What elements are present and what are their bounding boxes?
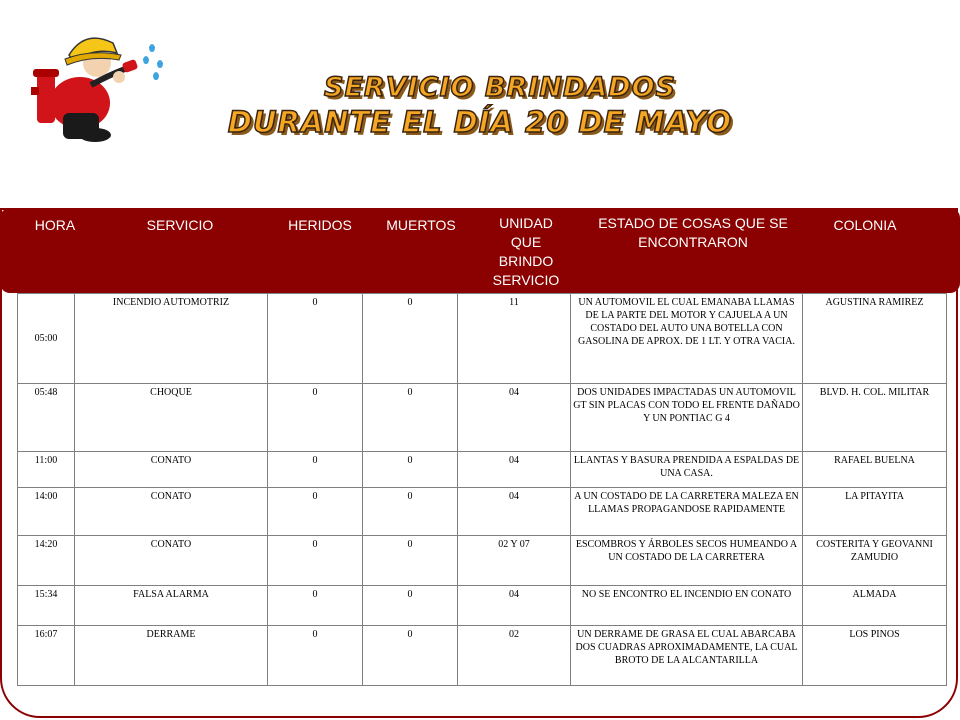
cell-muertos: 0 (363, 536, 458, 586)
cell-muertos: 0 (363, 488, 458, 536)
table-row (18, 586, 947, 626)
cell-colonia: RAFAEL BUELNA (803, 452, 947, 488)
cell-muertos: 0 (363, 384, 458, 452)
cell-colonia: LA PITAYITA (803, 488, 947, 536)
cell-colonia: LOS PINOS (803, 626, 947, 686)
column-header-muertos: MUERTOS (386, 217, 456, 233)
cell-muertos: 0 (363, 586, 458, 626)
services-table (17, 293, 947, 686)
cell-colonia: BLVD. H. COL. MILITAR (803, 384, 947, 452)
cell-muertos: 0 (363, 294, 458, 384)
cell-hora: 14:00 (18, 488, 75, 536)
cell-hora: 05:00 (18, 294, 75, 384)
table-header (0, 208, 960, 293)
cell-colonia: ALMADA (803, 586, 947, 626)
cell-unidad: 04 (458, 384, 571, 452)
cell-hora: 14:20 (18, 536, 75, 586)
column-header-unidad: UNIDAD QUE BRINDO SERVICIO (492, 215, 560, 288)
column-header-hora: HORA (34, 217, 76, 233)
table-row (18, 294, 947, 384)
cell-heridos: 0 (268, 626, 363, 686)
cell-heridos: 0 (268, 384, 363, 452)
cell-servicio: INCENDIO AUTOMOTRIZ (75, 294, 268, 384)
cell-servicio: FALSA ALARMA (75, 586, 268, 626)
cell-heridos: 0 (268, 452, 363, 488)
cell-heridos: 0 (268, 586, 363, 626)
cell-servicio: CONATO (75, 488, 268, 536)
cell-unidad: 11 (458, 294, 571, 384)
cell-muertos: 0 (363, 626, 458, 686)
column-header-heridos: HERIDOS (288, 217, 352, 233)
table-row (18, 488, 947, 536)
cell-heridos: 0 (268, 536, 363, 586)
cell-estado: LLANTAS Y BASURA PRENDIDA A ESPALDAS DE UNA CASA. (571, 452, 803, 488)
column-header-estado: ESTADO DE COSAS QUE SE ENCONTRARON (598, 215, 788, 250)
cell-estado: NO SE ENCONTRO EL INCENDIO EN CONATO (571, 586, 803, 626)
cell-estado: UN AUTOMOVIL EL CUAL EMANABA LLAMAS DE LA PARTE DEL MOTOR Y CAJUELA A UN COSTADO DEL AUTO UNA BOTELLA CON GASOLINA DE APROX. DE 1 LT. Y OTRA VACIA. (571, 294, 803, 384)
cell-heridos: 0 (268, 488, 363, 536)
cell-unidad: 04 (458, 586, 571, 626)
cell-unidad: 02 (458, 626, 571, 686)
cell-hora: 11:00 (18, 452, 75, 488)
cell-colonia: COSTERITA Y GEOVANNI ZAMUDIO (803, 536, 947, 586)
cell-unidad: 02 Y 07 (458, 536, 571, 586)
cell-estado: ESCOMBROS Y ÁRBOLES SECOS HUMEANDO A UN COSTADO DE LA CARRETERA (571, 536, 803, 586)
page-subtitle: DURANTE EL DÍA 20 DE MAYO (227, 105, 733, 139)
cell-estado: DOS UNIDADES IMPACTADAS UN AUTOMOVIL GT SIN PLACAS CON TODO EL FRENTE DAÑADO Y UN PONTIAC G 4 (571, 384, 803, 452)
cell-heridos: 0 (268, 294, 363, 384)
cell-unidad: 04 (458, 452, 571, 488)
cell-hora: 16:07 (18, 626, 75, 686)
cell-servicio: CONATO (75, 452, 268, 488)
column-header-colonia: COLONIA (833, 217, 897, 233)
table-row (18, 626, 947, 686)
cell-servicio: CHOQUE (75, 384, 268, 452)
cell-servicio: CONATO (75, 536, 268, 586)
cell-colonia: AGUSTINA RAMIREZ (803, 294, 947, 384)
page-title: SERVICIO BRINDADOS (324, 72, 676, 103)
cell-unidad: 04 (458, 488, 571, 536)
table-row (18, 384, 947, 452)
cell-hora: 05:48 (18, 384, 75, 452)
cell-servicio: DERRAME (75, 626, 268, 686)
cell-estado: A UN COSTADO DE LA CARRETERA MALEZA EN LLAMAS PROPAGANDOSE RAPIDAMENTE (571, 488, 803, 536)
cell-muertos: 0 (363, 452, 458, 488)
cell-hora: 15:34 (18, 586, 75, 626)
column-header-servicio: SERVICIO (146, 217, 214, 233)
table-row (18, 536, 947, 586)
table-row (18, 452, 947, 488)
cell-estado: UN DERRAME DE GRASA EL CUAL ABARCABA DOS CUADRAS APROXIMADAMENTE, LA CUAL BROTO DE LA ALCANTARILLA (571, 626, 803, 686)
